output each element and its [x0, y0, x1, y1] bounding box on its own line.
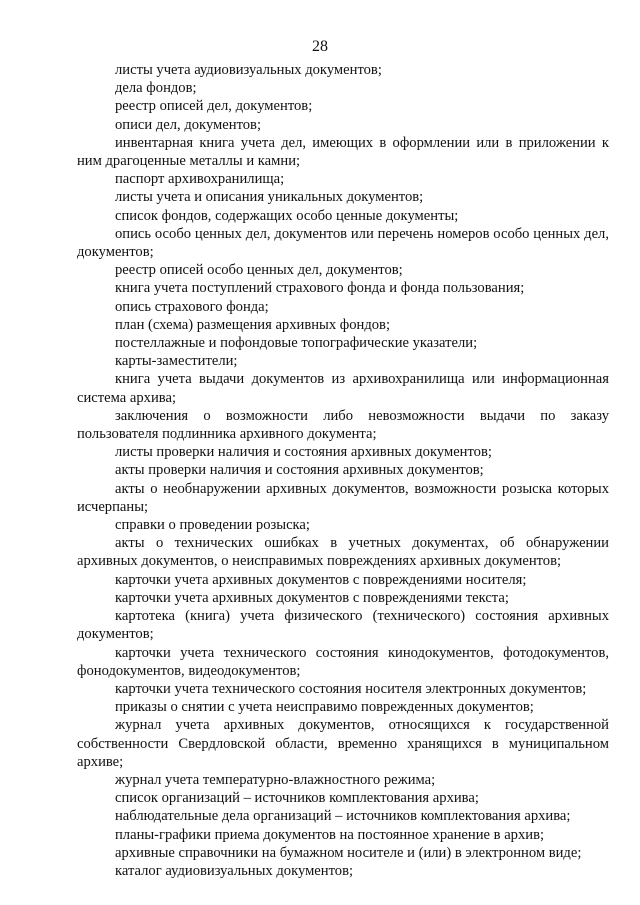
list-item: опись особо ценных дел, документов или перечень номеров особо ценных дел, документов;	[77, 225, 609, 261]
list-item: список фондов, содержащих особо ценные документы;	[115, 207, 459, 224]
list-item: карты-заместители;	[115, 353, 238, 370]
list-item: планы-графики приема документов на постоянное хранение в архив;	[115, 826, 545, 843]
list-item: наблюдательные дела организаций – источников комплектования архива;	[115, 808, 571, 825]
list-item: постеллажные и пофондовые топографические указатели;	[115, 335, 478, 352]
list-item: карточки учета технического состояния кинодокументов, фотодокументов, фонодокументов, видеодокументов;	[77, 644, 609, 679]
list-item: инвентарная книга учета дел, имеющих в оформлении или в приложении к ним драгоценные металлы и камни;	[77, 134, 609, 170]
list-item: приказы о снятии с учета неисправимо поврежденных документов;	[115, 699, 534, 716]
list-item: паспорт архивохранилища;	[115, 171, 285, 188]
list-item: дела фондов;	[115, 80, 197, 97]
list-item: карточки учета архивных документов с повреждениями текста;	[115, 589, 509, 606]
list-item: реестр описей дел, документов;	[115, 98, 313, 115]
list-item: реестр описей особо ценных дел, документов;	[115, 262, 403, 279]
list-item: описи дел, документов;	[115, 116, 261, 133]
list-item: акты о технических ошибках в учетных документах, об обнаружении архивных документов, о неисправимых повреждениях архивных документов;	[77, 535, 609, 570]
list-item: опись страхового фонда;	[115, 298, 269, 315]
list-item: каталог аудиовизуальных документов;	[115, 862, 354, 879]
list-item: книга учета выдачи документов из архивохранилища или информационная система архива;	[77, 371, 609, 406]
list-item: листы учета и описания уникальных документов;	[115, 189, 424, 206]
list-item: список организаций – источников комплектования архива;	[115, 790, 479, 807]
document-body	[77, 61, 609, 880]
list-item: книга учета поступлений страхового фонда и фонда пользования;	[115, 280, 525, 297]
page-number: 28	[312, 38, 328, 55]
list-item: листы учета аудиовизуальных документов;	[115, 62, 382, 78]
list-item: карточки учета технического состояния носителя электронных документов;	[115, 680, 587, 697]
list-item: карточки учета архивных документов с повреждениями носителя;	[115, 571, 527, 588]
list-item: заключения о возможности либо невозможности выдачи по заказу пользователя подлинника архивного документа;	[77, 407, 609, 443]
list-item: журнал учета архивных документов, относящихся к государственной собственности Свердловской области, временно хранящихся в муниципальном архиве;	[77, 717, 609, 770]
list-item: картотека (книга) учета физического (технического) состояния архивных документов;	[77, 608, 609, 643]
list-item: листы проверки наличия и состояния архивных документов;	[115, 444, 492, 461]
list-item: справки о проведении розыска;	[115, 517, 310, 534]
list-item: акты проверки наличия и состояния архивных документов;	[115, 462, 484, 479]
list-item: архивные справочники на бумажном носителе и (или) в электронном виде;	[115, 844, 582, 861]
list-item: план (схема) размещения архивных фондов;	[115, 316, 391, 333]
list-item: акты о необнаружении архивных документов, возможности розыска которых исчерпаны;	[77, 480, 609, 515]
list-item: журнал учета температурно-влажностного режима;	[115, 771, 436, 788]
